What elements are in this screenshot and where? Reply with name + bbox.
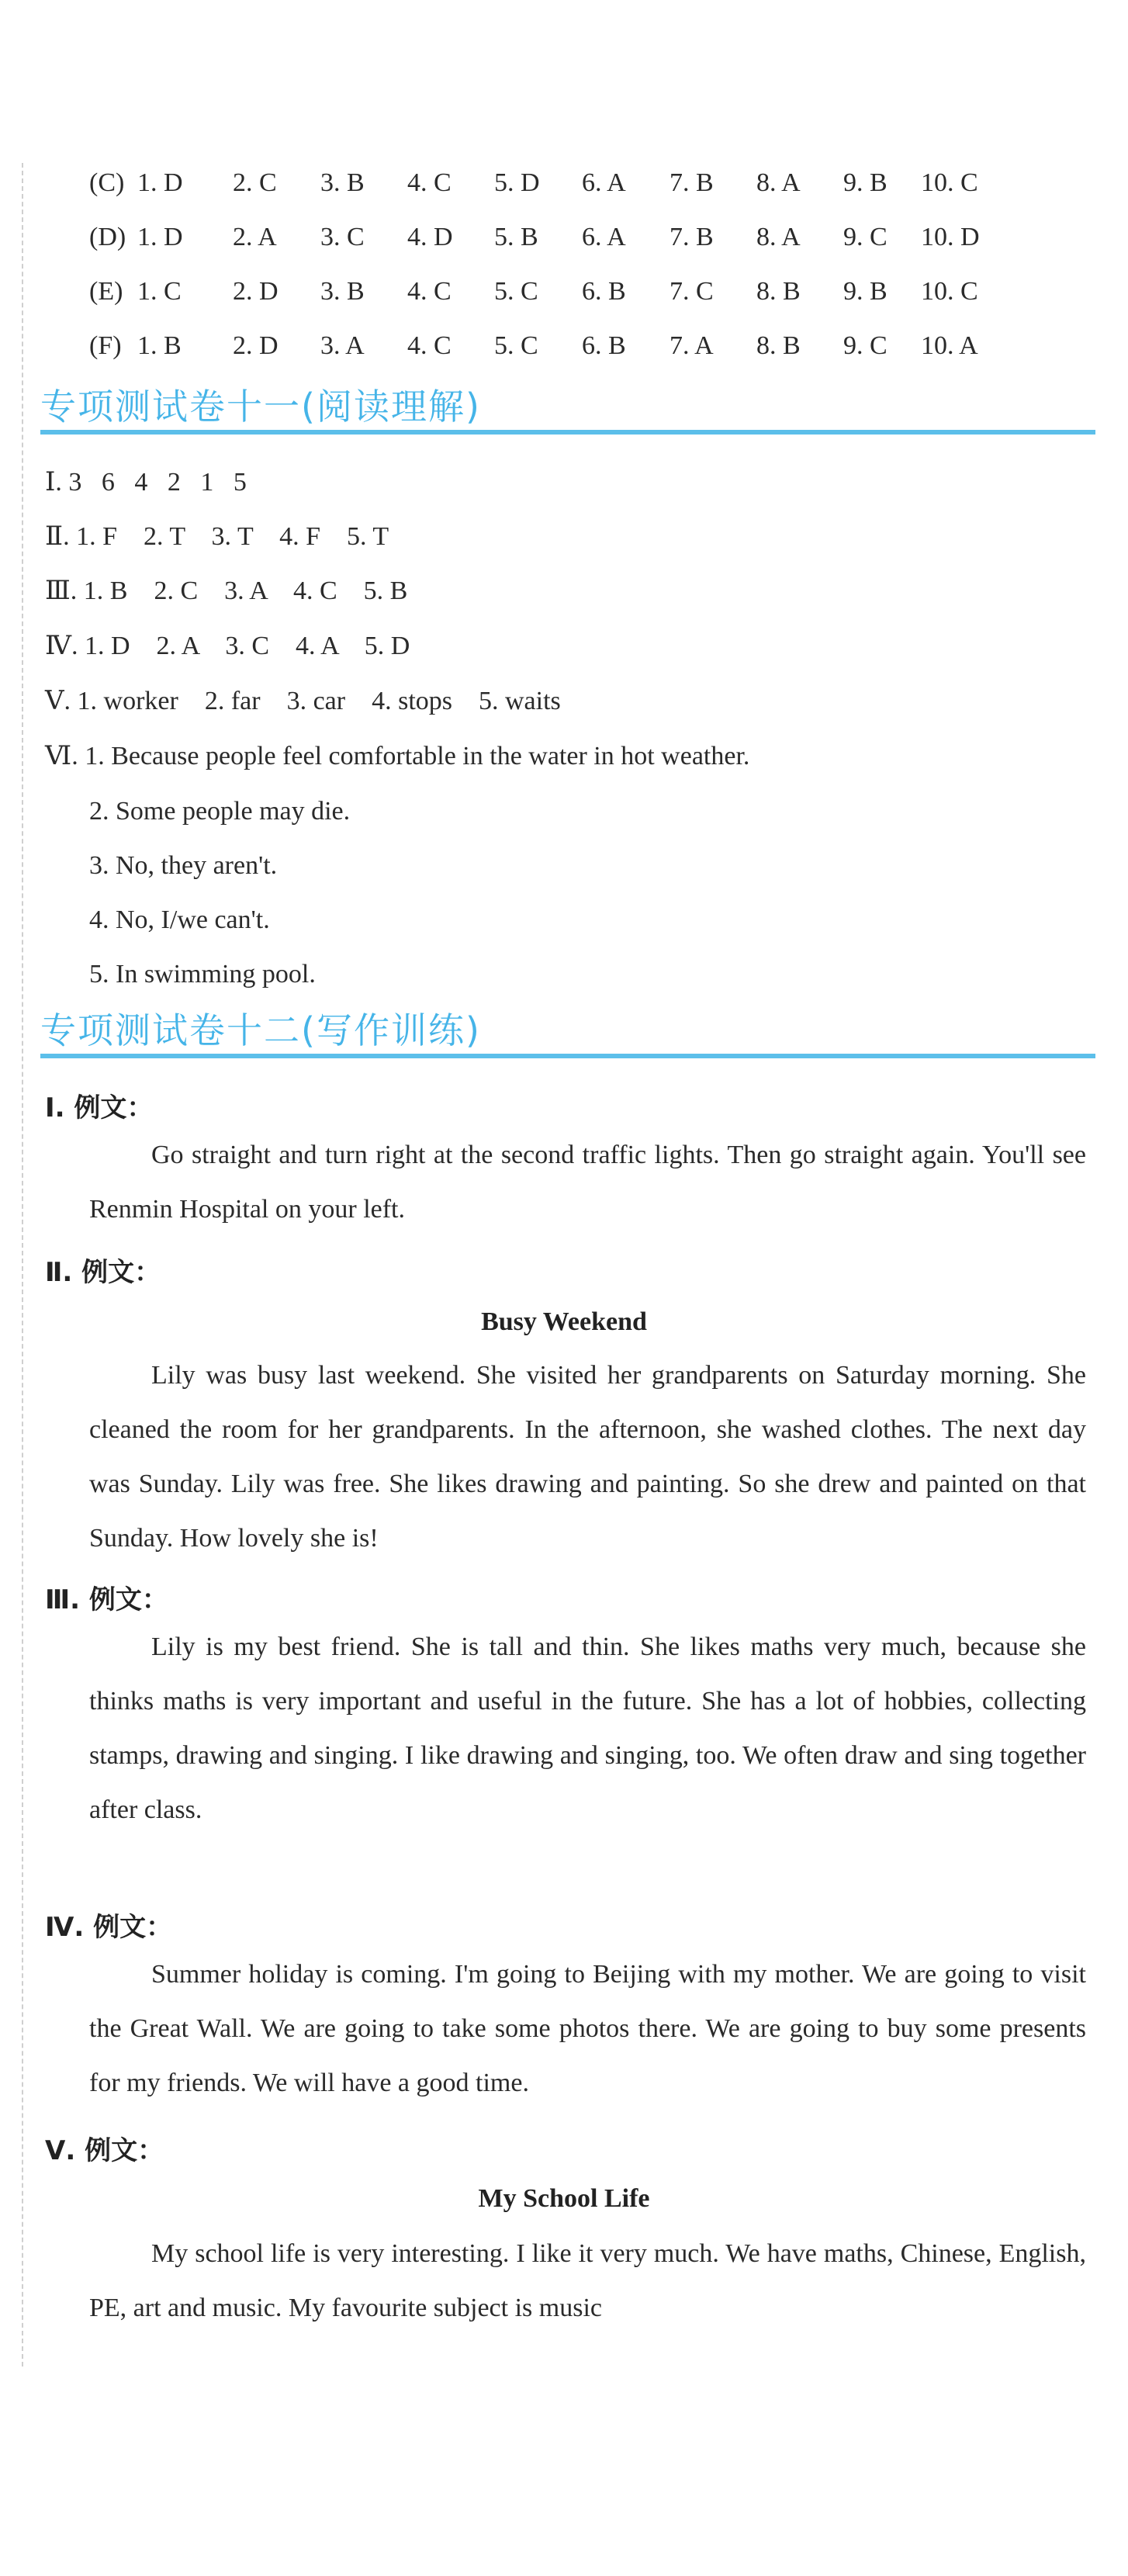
section-rule	[40, 1054, 1095, 1058]
answer-item: 10. C	[921, 168, 978, 197]
answer-item: 7. B	[670, 168, 714, 197]
reading-answer-line-6: Ⅵ. 1. Because people feel comfortable in the water in hot weather.	[45, 742, 750, 770]
reading-sub-answer: 4. No, I/we can't.	[89, 905, 270, 934]
answer-item: 9. C	[843, 331, 888, 360]
section-12-header	[40, 1007, 1095, 1061]
answer-item: 5. B	[494, 223, 538, 251]
answer-item: 8. A	[756, 168, 801, 197]
essay-label-4: Ⅳ. 例文：	[45, 1912, 173, 1943]
answer-item: 6. A	[582, 223, 626, 251]
answer-item: 3. C	[320, 223, 365, 251]
answer-item: 2. D	[233, 331, 279, 360]
answer-item: 2. D	[233, 277, 279, 306]
section-title: 专项测试卷十一(阅读理解)	[40, 386, 481, 428]
answer-item: 1. D	[137, 223, 183, 251]
answer-item: 7. A	[670, 331, 714, 360]
essay-paragraph-3: Lily is my best friend. She is tall and thin. She likes maths very much, because she thinks maths is very important and useful in the future. She has a lot of hobbies, collecting stamps, drawing and singing. I like drawing and singing, too. We often draw and sing together after class.	[89, 1633, 1086, 1824]
answer-item: 5. C	[494, 331, 538, 360]
essay-label-2: Ⅱ. 例文：	[45, 1257, 161, 1288]
section-title: 专项测试卷十二(写作训练)	[40, 1009, 481, 1051]
answer-item: 5. D	[494, 168, 540, 197]
answer-item: 6. A	[582, 168, 626, 197]
answer-item: 9. C	[843, 223, 888, 251]
row-tag: (C)	[89, 168, 125, 197]
essay-paragraph-2: Lily was busy last weekend. She visited her grandparents on Saturday morning. She cleaned the room for her grandparents. In the afternoon, she washed clothes. The next day was Sunday. Lily was free. She likes drawing and painting. So she drew and painted on that Sunday. How lovely she is!	[89, 1361, 1086, 1553]
answer-item: 2. C	[233, 168, 277, 197]
answer-item: 8. B	[756, 277, 801, 306]
reading-sub-answer: 2. Some people may die.	[89, 797, 351, 826]
essay-paragraph-1: Go straight and turn right at the second traffic lights. Then go straight again. You'll see Renmin Hospital on your left.	[89, 1141, 1086, 1224]
answer-item: 10. A	[921, 331, 978, 360]
section-11-header	[40, 383, 1095, 438]
reading-answer-line-3: Ⅲ. 1. B 2. C 3. A 4. C 5. B	[45, 576, 408, 605]
essay-label-1: Ⅰ. 例文：	[45, 1092, 154, 1124]
answer-item: 10. D	[921, 223, 980, 251]
answer-item: 4. C	[407, 331, 452, 360]
row-tag: (D)	[89, 223, 126, 251]
answer-item: 3. A	[320, 331, 365, 360]
row-tag: (E)	[89, 277, 123, 306]
reading-sub-answer: 3. No, they aren't.	[89, 851, 278, 880]
reading-answer-line-2: Ⅱ. 1. F 2. T 3. T 4. F 5. T	[45, 522, 389, 551]
reading-sub-answer: 5. In swimming pool.	[89, 960, 316, 989]
answer-item: 3. B	[320, 277, 365, 306]
section-rule	[40, 430, 1095, 435]
answer-item: 4. C	[407, 277, 452, 306]
essay-title-my-school-life: My School Life	[478, 2184, 650, 2213]
reading-answer-line-5: Ⅴ. 1. worker 2. far 3. car 4. stops 5. waits	[45, 687, 561, 715]
answer-item: 7. C	[670, 277, 714, 306]
row-tag: (F)	[89, 331, 122, 360]
answer-item: 9. B	[843, 168, 888, 197]
answer-item: 4. C	[407, 168, 452, 197]
answer-item: 10. C	[921, 277, 978, 306]
essay-paragraph-5: My school life is very interesting. I like it very much. We have maths, Chinese, English, PE, art and music. My favourite subject is music	[89, 2239, 1086, 2322]
answer-item: 3. B	[320, 168, 365, 197]
answer-item: 5. C	[494, 277, 538, 306]
answer-item: 6. B	[582, 331, 626, 360]
essay-paragraph-4: Summer holiday is coming. I'm going to Beijing with my mother. We are going to visit the Great Wall. We are going to take some photos there. We are going to buy some presents for my friends. We will have a good time.	[89, 1960, 1086, 2097]
answer-item: 8. B	[756, 331, 801, 360]
reading-answer-line-4: Ⅳ. 1. D 2. A 3. C 4. A 5. D	[45, 632, 410, 660]
essay-label-5: Ⅴ. 例文：	[45, 2135, 164, 2166]
reading-answer-line-1: Ⅰ. 3 6 4 2 1 5	[45, 468, 247, 497]
essay-title-busy-weekend: Busy Weekend	[481, 1307, 647, 1336]
answer-item: 8. A	[756, 223, 801, 251]
binding-margin-line	[22, 163, 23, 2367]
answer-item: 1. B	[137, 331, 182, 360]
answer-item: 2. A	[233, 223, 277, 251]
answer-item: 7. B	[670, 223, 714, 251]
answer-item: 9. B	[843, 277, 888, 306]
answer-item: 1. D	[137, 168, 183, 197]
answer-item: 1. C	[137, 277, 182, 306]
essay-label-3: Ⅲ. 例文：	[45, 1584, 168, 1615]
answer-item: 6. B	[582, 277, 626, 306]
answer-item: 4. D	[407, 223, 453, 251]
